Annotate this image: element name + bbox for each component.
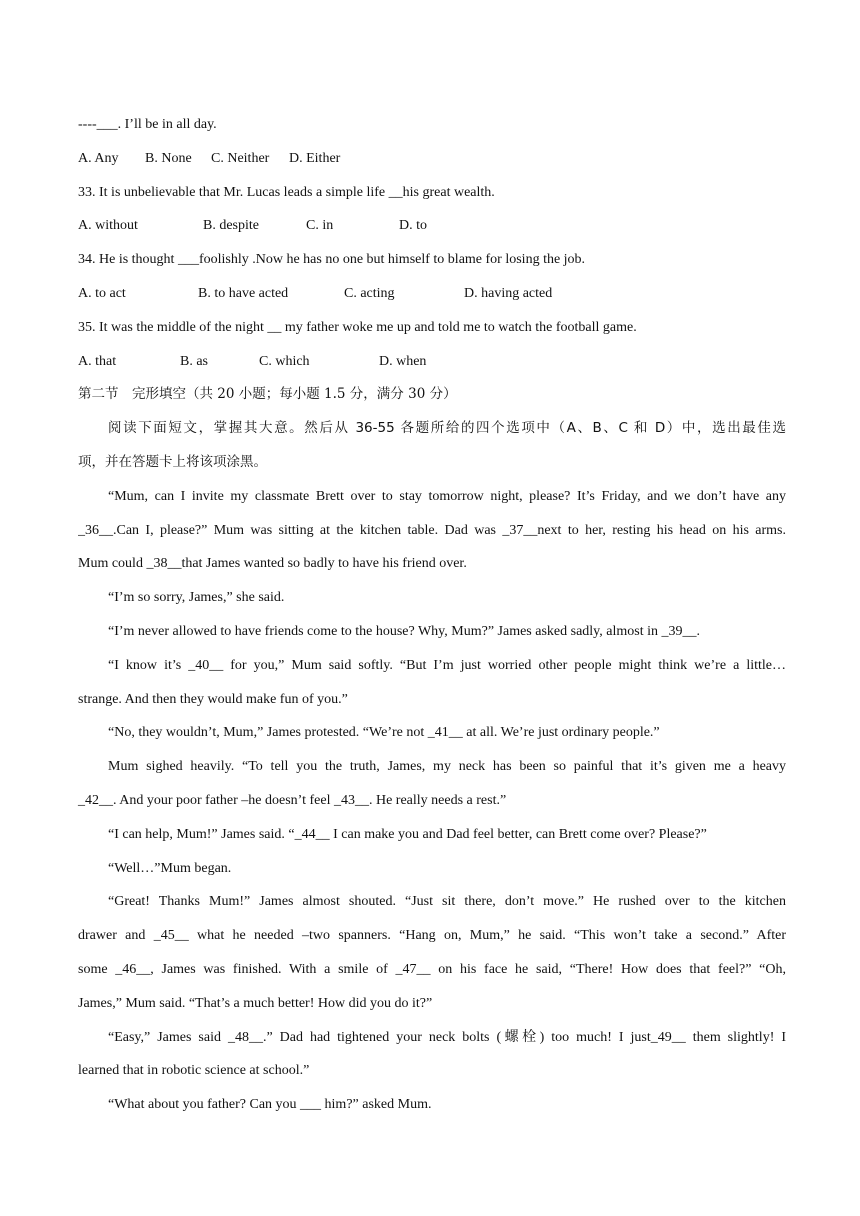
passage-text: “No, they wouldn’t, Mum,” James protested. “We’re not _41__ at all. We’re just ordinary people.”: [108, 725, 660, 741]
passage-line: [78, 852, 786, 886]
passage-line: [78, 514, 786, 548]
q33-option-a: A. without: [78, 218, 138, 234]
passage-line: [78, 1021, 786, 1055]
q32-option-a: A. Any: [78, 150, 119, 166]
passage-line: [78, 919, 786, 953]
passage-line: [78, 581, 786, 615]
passage-line: [78, 750, 786, 784]
passage-text: “I know it’s _40__ for you,” Mum said softly. “But I’m just worried other people might think we’re a little…: [108, 657, 786, 673]
passage-text: “Great! Thanks Mum!” James almost shouted. “Just sit there, don’t move.” He rushed over to the kitchen: [108, 894, 786, 910]
passage-text: “Well…”Mum began.: [108, 860, 232, 876]
passage-text: Mum could _38__that James wanted so badly to have his friend over.: [78, 556, 467, 572]
passage-line: [78, 716, 786, 750]
q34-option-b: B. to have acted: [198, 285, 289, 301]
passage-text: _42__. And your poor father –he doesn’t feel _43__. He really needs a rest.”: [78, 792, 507, 808]
passage-text: “I can help, Mum!” James said. “_44__ I can make you and Dad feel better, can Brett come over? Please?”: [108, 826, 707, 842]
q34-option-c: C. acting: [344, 285, 395, 301]
q32-options: [78, 142, 786, 176]
q34-option-a: A. to act: [78, 285, 126, 301]
q33-option-d: D. to: [399, 218, 427, 234]
q34-options: [78, 277, 786, 311]
q35-stem: [78, 311, 786, 345]
passage-text: learned that in robotic science at school.”: [78, 1063, 310, 1079]
q35-option-b: B. as: [180, 353, 208, 369]
passage-text: “Mum, can I invite my classmate Brett over to stay tomorrow night, please? It’s Friday, and we don’t have any: [108, 488, 786, 504]
passage-text: “I’m so sorry, James,” she said.: [108, 590, 285, 606]
passage-line: [78, 885, 786, 919]
passage-line: [78, 987, 786, 1021]
section-instruction-text-1: 阅读下面短文，掌握其大意。然后从 36-55 各题所给的四个选项中（A、B、C 和 D）中，选出最佳选: [108, 420, 786, 437]
q35-options: [78, 345, 786, 379]
passage-line: [78, 615, 786, 649]
q35-text: 35. It was the middle of the night __ my father woke me up and told me to watch the football game.: [78, 319, 637, 335]
passage-line: [78, 1054, 786, 1088]
passage-text: James,” Mum said. “That’s a much better! How did you do it?”: [78, 995, 433, 1011]
q35-option-c: C. which: [259, 353, 310, 369]
passage-line: [78, 953, 786, 987]
passage-line: [78, 1088, 786, 1122]
passage-line: [78, 818, 786, 852]
q32-option-c: C. Neither: [211, 150, 270, 166]
q32-option-b: B. None: [145, 150, 192, 166]
passage-text: “I’m never allowed to have friends come to the house? Why, Mum?” James asked sadly, almost in _39__.: [108, 623, 700, 639]
q35-option-d: D. when: [379, 353, 427, 369]
section-instruction-text-2: 项，并在答题卡上将该项涂黑。: [78, 453, 267, 470]
passage-line: [78, 683, 786, 717]
q34-stem: [78, 243, 786, 277]
passage-line: [78, 784, 786, 818]
section-title: [78, 378, 786, 412]
passage-line: [78, 480, 786, 514]
section-instruction-line-2: [78, 446, 786, 480]
q33-stem: [78, 176, 786, 210]
q33-text: 33. It is unbelievable that Mr. Lucas leads a simple life __his great wealth.: [78, 184, 495, 200]
q33-option-b: B. despite: [203, 218, 259, 234]
passage-line: [78, 547, 786, 581]
section-title-text: 第二节 完形填空（共 20 小题；每小题 1.5 分，满分 30 分）: [78, 386, 457, 403]
passage-line: [78, 649, 786, 683]
passage-text: _36__.Can I, please?” Mum was sitting at the kitchen table. Dad was _37__next to her, resting his head on his arms.: [78, 522, 786, 538]
exam-page: [78, 108, 786, 1122]
q32-tail: [78, 108, 786, 142]
section-instruction-line-1: [78, 412, 786, 446]
passage-text: some _46__, James was finished. With a smile of _47__ on his face he said, “There! How does that feel?” “Oh,: [78, 961, 786, 977]
q33-option-c: C. in: [306, 218, 334, 234]
q35-option-a: A. that: [78, 353, 117, 369]
passage-text: Mum sighed heavily. “To tell you the truth, James, my neck has been so painful that it’s given me a heavy: [108, 759, 786, 775]
passage-text: drawer and _45__ what he needed –two spanners. “Hang on, Mum,” he said. “This won’t take a second.” After: [78, 928, 786, 944]
q32-tail-text: ----___. I’ll be in all day.: [78, 117, 217, 132]
q33-options: [78, 209, 786, 243]
passage-text: “What about you father? Can you ___ him?” asked Mum.: [108, 1097, 432, 1113]
q32-option-d: D. Either: [289, 150, 341, 166]
q34-text: 34. He is thought ___foolishly .Now he has no one but himself to blame for losing the job.: [78, 252, 586, 268]
passage-text: “Easy,” James said _48__.” Dad had tightened your neck bolts (螺栓) too much! I just_49__ them slightly! I: [108, 1029, 786, 1045]
passage-text: strange. And then they would make fun of you.”: [78, 691, 348, 707]
q34-option-d: D. having acted: [464, 285, 553, 301]
